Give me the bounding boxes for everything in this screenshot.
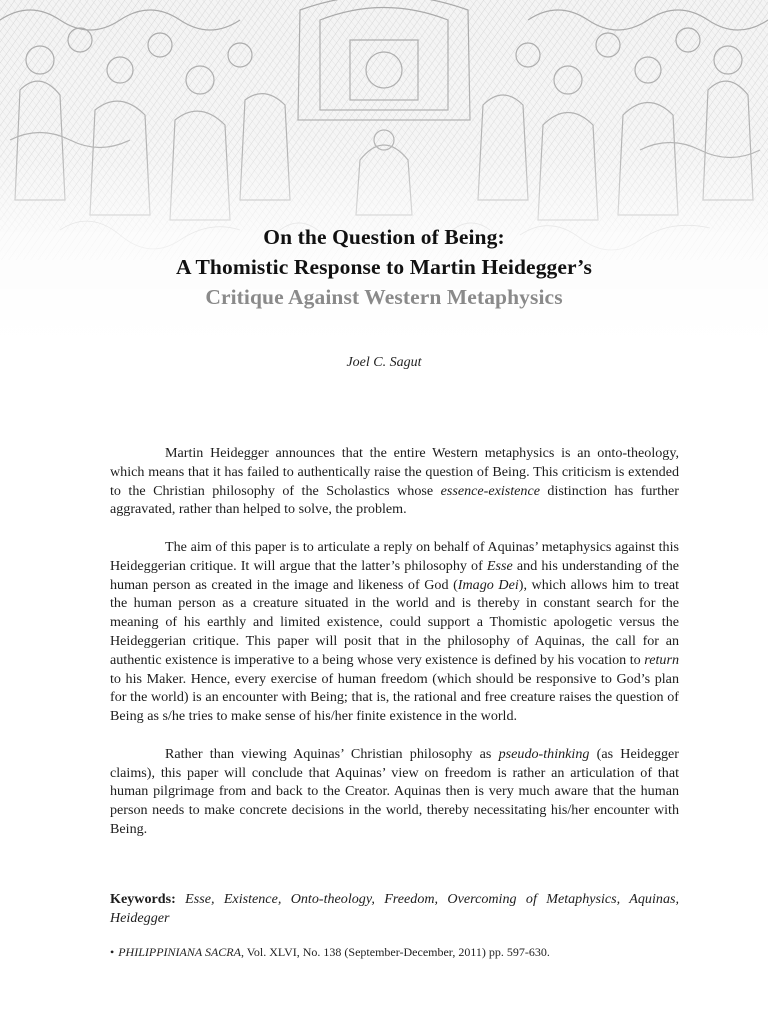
footnote	[110, 944, 690, 960]
italic-term: return	[644, 651, 679, 668]
text-run: to his Maker. Hence, every exercise of human freedom (which should be responsive to God’s plan for the world) is an encounter with Being; that is, the rational and free creature raises the question of Being as s/he tries to make sense of his/her finite existence in the world.	[110, 670, 679, 725]
abstract-paragraph-3	[110, 745, 679, 839]
text-run: Martin Heidegger announces that the entire Western metaphysics is an onto-theology, which means that it has failed to authentically raise the question of Being. This criticism is extended to the Christian philosophy of the Scholastics whose	[110, 445, 679, 499]
abstract-paragraph-2	[110, 538, 679, 726]
author-name: Joel C. Sagut	[346, 355, 422, 370]
text-run: ), which allows him to treat the human person as a creature situated in the world and is thereby in constant search for the meaning of his earthly and limited existence, could support a Thomistic apologetic versus the Heideggerian critique. This paper will posit that in the philosophy of Aquinas, the call for an authentic existence is imperative to a being whose very existence is defined by his vocation to	[110, 576, 680, 668]
italic-term: Esse	[486, 557, 513, 574]
title-line-3: Critique Against Western Metaphysics	[205, 285, 563, 309]
title-line-1: On the Question of Being:	[263, 225, 505, 249]
italic-term: essence-existence	[440, 482, 540, 499]
journal-name: PHILIPPINIANA SACRA	[118, 945, 241, 959]
title-line-2: A Thomistic Response to Martin Heidegger’s	[175, 255, 593, 279]
text-run: distinction has further aggravated, rather than helped to solve, the problem.	[110, 482, 679, 518]
text-run: The aim of this paper is to articulate a reply on behalf of Aquinas’ metaphysics against this Heideggerian critique. It will argue that the latter’s philosophy of	[110, 538, 679, 574]
bullet-icon: •	[110, 945, 115, 959]
citation-details: , Vol. XLVI, No. 138 (September-December, 2011) pp. 597-630.	[240, 945, 550, 959]
text-run: (as Heidegger claims), this paper will conclude that Aquinas’ view on freedom is rather an articulation of that human pilgrimage from and back to the Creator. Aquinas then is very much aware that the human person needs to make concrete decisions in the world, thereby necessitating his/her encounter with Being.	[110, 745, 679, 837]
keywords	[110, 890, 679, 928]
italic-term: Imago Dei	[457, 576, 519, 593]
keywords-list: Esse, Existence, Onto-theology, Freedom, Overcoming of Metaphysics, Aquinas, Heidegger	[110, 891, 679, 926]
abstract-paragraph-1	[110, 444, 679, 519]
paper-title	[0, 222, 768, 312]
italic-term: pseudo-thinking	[498, 745, 590, 762]
text-run: Rather than viewing Aquinas’ Christian philosophy as	[165, 745, 499, 762]
abstract	[110, 444, 679, 858]
keywords-label: Keywords:	[110, 891, 176, 907]
text-run: and his understanding of the human person as created in the image and likeness of God (	[110, 557, 679, 593]
